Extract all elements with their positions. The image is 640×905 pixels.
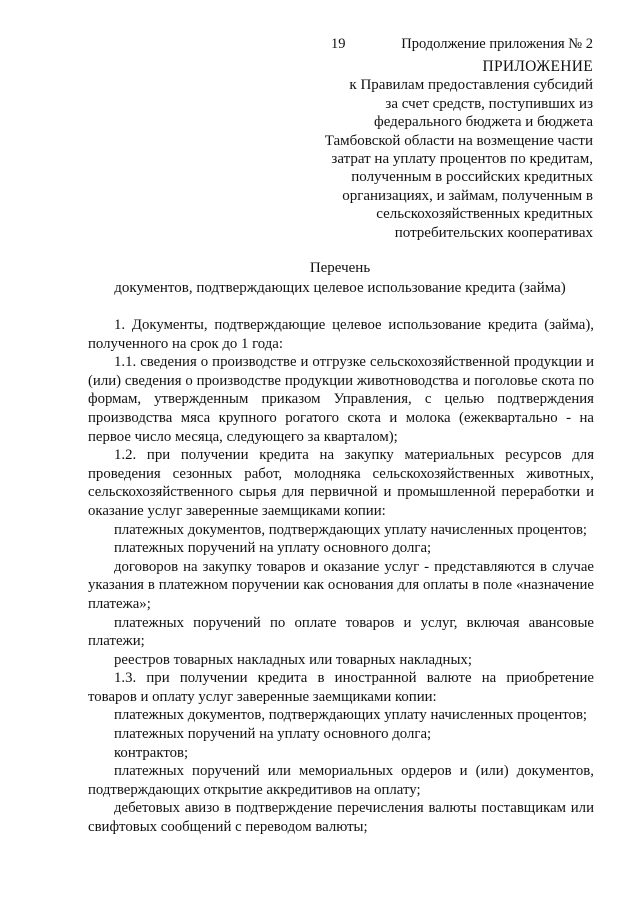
continuation-label: Продолжение приложения № 2 <box>401 36 593 52</box>
appendix-line: полученным в российских кредитных <box>351 169 593 186</box>
page-number: 19 <box>331 36 346 52</box>
appendix-title: ПРИЛОЖЕНИЕ <box>482 58 593 75</box>
paragraph-item-1-1: 1.1. сведения о производстве и отгрузке сельскохозяйственной продукции и (или) сведения о производстве продукции животноводства и поголовье скота по формам, утвержденным приказом Управления, с целью подтверждения производства мяса крупного рогатого скота и молока (ежеквартально - на первое число месяца, следующего за кварталом); <box>88 354 594 445</box>
appendix-line: к Правилам предоставления субсидий <box>349 77 593 94</box>
appendix-block <box>293 58 593 242</box>
appendix-line: за счет средств, поступивших из <box>385 95 593 112</box>
appendix-line: потребительских кооперативах <box>394 224 593 241</box>
document-body <box>88 316 594 837</box>
appendix-line: организациях, и займам, полученным в <box>342 187 593 204</box>
appendix-line: сельскохозяйственных кредитных <box>376 206 593 223</box>
list-item: контрактов; <box>114 744 189 761</box>
list-item: платежных поручений на уплату основного долга; <box>114 726 432 743</box>
paragraph-item-1-3: 1.3. при получении кредита в иностранной валюте на приобретение товаров и оплату услуг заверенные заемщиками копии: <box>88 670 594 705</box>
heading-title: Перечень <box>309 260 371 276</box>
list-item: договоров на закупку товаров и оказание услуг - представляются в случае указания в платежном поручении как основания для оплаты в поле «назначение платежа»; <box>88 558 594 612</box>
list-item: дебетовых авизо в подтверждение перечисления валюты поставщикам или свифтовых сообщений с переводом валюты; <box>88 800 594 836</box>
document-heading <box>80 258 600 298</box>
list-item: платежных поручений по оплате товаров и услуг, включая авансовые платежи; <box>88 614 594 650</box>
appendix-line: затрат на уплату процентов по кредитам, <box>331 151 593 168</box>
list-item: платежных поручений на уплату основного долга; <box>114 540 432 557</box>
paragraph-item-1-2: 1.2. при получении кредита на закупку материальных ресурсов для проведения сезонных работ, молодняка сельскохозяйственных животных, сельскохозяйственного сырья для первичной и промышленной переработки и оказание услуг заверенные заемщиками копии: <box>88 447 594 519</box>
appendix-line: Тамбовской области на возмещение части <box>324 132 593 149</box>
list-item: платежных документов, подтверждающих уплату начисленных процентов; <box>114 707 588 724</box>
list-item: платежных документов, подтверждающих уплату начисленных процентов; <box>114 521 588 538</box>
paragraph-item-1: 1. Документы, подтверждающие целевое использование кредита (займа), полученного на срок до 1 года: <box>88 317 594 352</box>
list-item: реестров товарных накладных или товарных накладных; <box>114 651 472 668</box>
heading-subtitle: документов, подтверждающих целевое использование кредита (займа) <box>114 280 566 296</box>
appendix-line: федерального бюджета и бюджета <box>373 114 593 131</box>
list-item: платежных поручений или мемориальных ордеров и (или) документов, подтверждающих открытие аккредитивов на оплату; <box>88 763 594 798</box>
